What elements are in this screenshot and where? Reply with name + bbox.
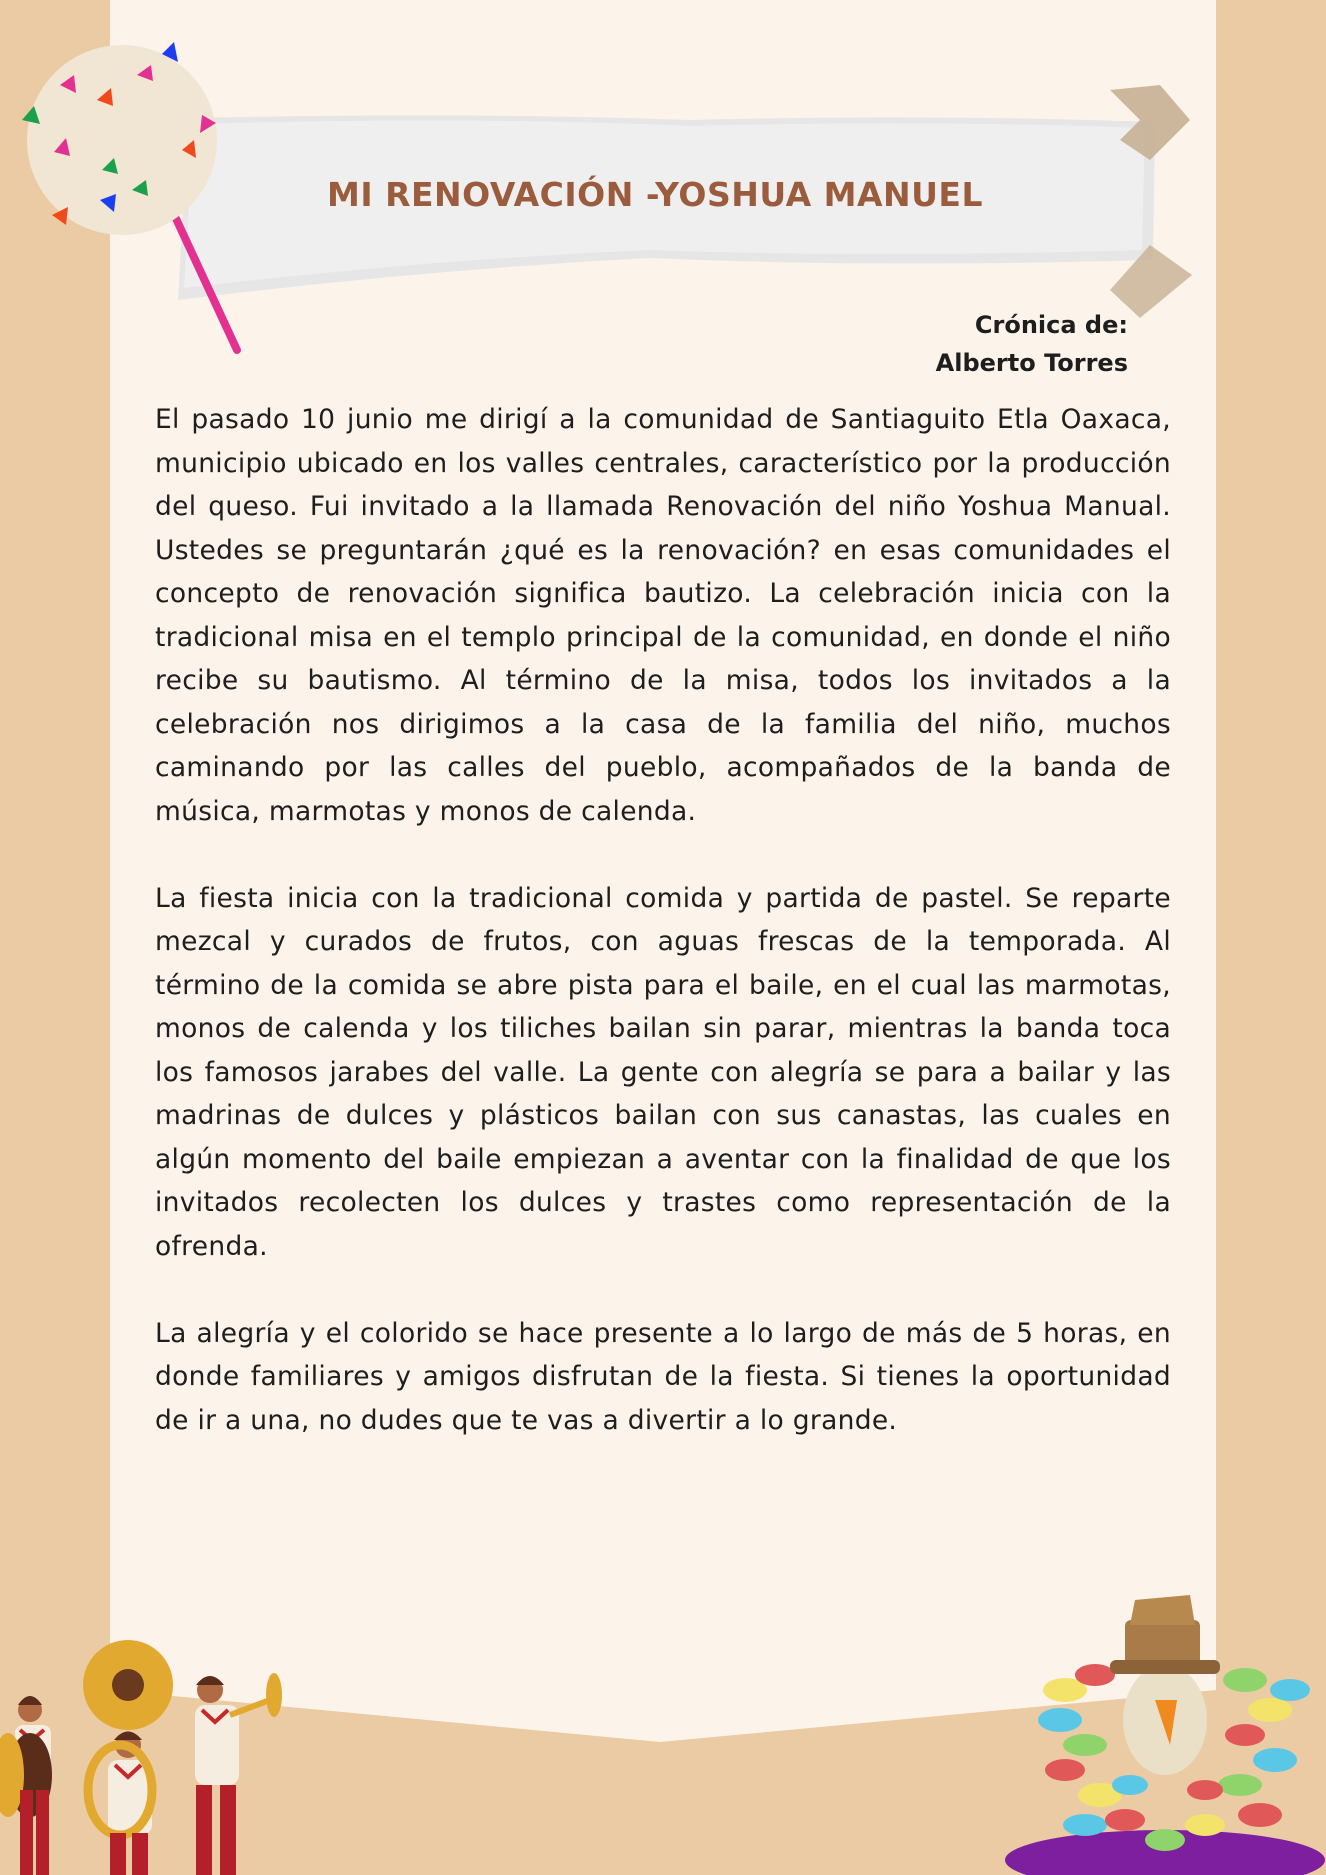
article-body (155, 398, 1171, 1486)
tiliche-costume-illustration (1005, 1570, 1326, 1875)
page-title: MI RENOVACIÓN -YOSHUA MANUEL (326, 175, 984, 214)
paragraph-3: La alegría y el colorido se hace presente a lo largo de más de 5 horas, en donde familiares y amigos disfrutan de la fiesta. Si tienes la oportunidad de ir a una, no dudes que te vas a divertir a lo grande. (155, 1317, 1171, 1436)
tape-icon (1090, 80, 1200, 170)
byline (936, 306, 1128, 382)
band-musicians-illustration (0, 1605, 300, 1875)
paragraph-2: La fiesta inicia con la tradicional comida y partida de pastel. Se reparte mezcal y curados de frutos, con aguas frescas de la temporada. Al término de la comida se abre pista para el baile, en el cual las marmotas, monos de calenda y los tiliches bailan sin parar, mientras la banda toca los famosos jarabes del valle. La gente con alegría se para a bailar y las madrinas de dulces y plásticos bailan con sus canastas, las cuales en algún momento del baile empiezan a aventar con la finalidad de que los invitados recolecten los dulces y trastes como representación de la ofrenda. (155, 882, 1171, 1262)
paragraph-1: El pasado 10 junio me dirigí a la comunidad de Santiaguito Etla Oaxaca, municipio ubicado en los valles centrales, característico por la producción del queso. Fui invitado a la llamada Renovación del niño Yoshua Manual. Ustedes se preguntarán ¿qué es la renovación? en esas comunidades el concepto de renovación significa bautizo. La celebración inicia con la tradicional misa en el templo principal de la comunidad, en donde el niño recibe su bautismo. Al término de la misa, todos los invitados a la celebración nos dirigimos a la casa de la familia del niño, muchos caminando por las calles del pueblo, acompañados de la banda de música, marmotas y monos de calenda. (155, 404, 1171, 827)
byline-label: Crónica de: (974, 311, 1128, 339)
byline-author: Alberto Torres (935, 349, 1128, 377)
